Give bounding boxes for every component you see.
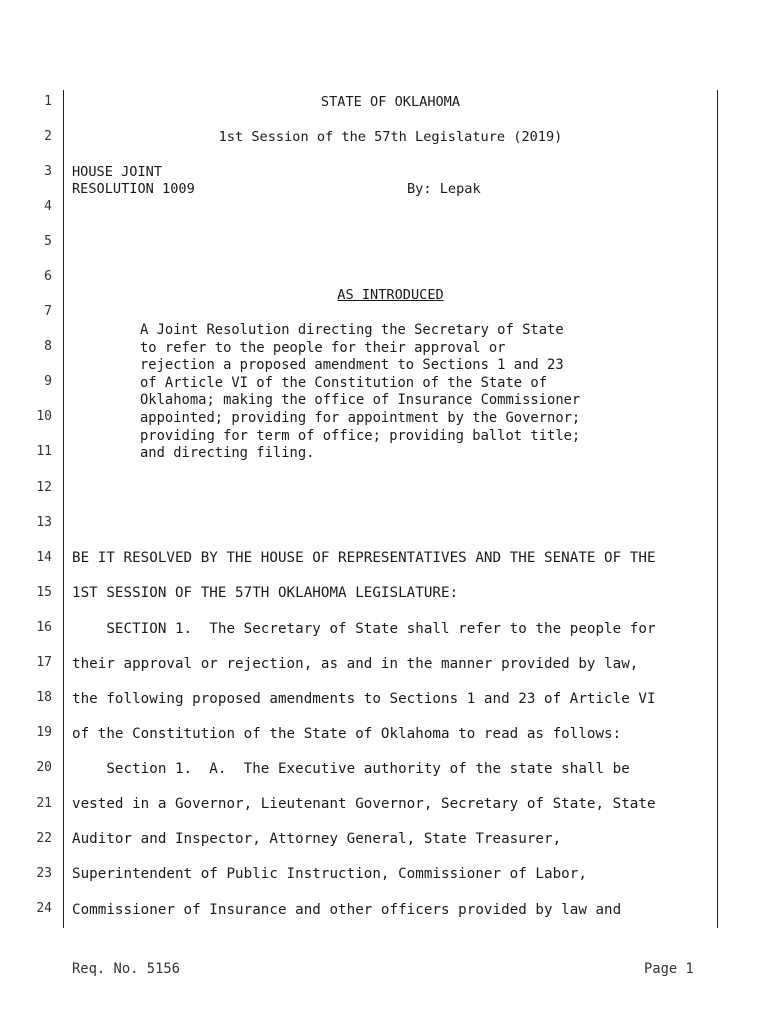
right-margin-rule xyxy=(717,90,718,928)
line-number: 17 xyxy=(36,655,52,670)
line-number: 16 xyxy=(36,620,52,635)
line-number: 6 xyxy=(44,269,52,284)
body-line: their approval or rejection, as and in the manner provided by law, xyxy=(72,656,639,672)
line-number: 10 xyxy=(36,409,52,424)
line-number: 24 xyxy=(36,901,52,916)
line-number: 22 xyxy=(36,831,52,846)
line-number: 2 xyxy=(44,129,52,144)
body-line: 1ST SESSION OF THE 57TH OKLAHOMA LEGISLATURE: xyxy=(72,585,459,601)
abstract-line: and directing filing. xyxy=(140,445,315,461)
body-line: Commissioner of Insurance and other officers provided by law and xyxy=(72,902,622,918)
abstract-line: appointed; providing for appointment by the Governor; xyxy=(140,410,581,426)
line-number: 18 xyxy=(36,690,52,705)
line-number: 8 xyxy=(44,339,52,354)
line-number: 13 xyxy=(36,515,52,530)
request-number: Req. No. 5156 xyxy=(72,961,180,977)
abstract-line: rejection a proposed amendment to Sections 1 and 23 xyxy=(140,357,564,373)
line-number: 20 xyxy=(36,760,52,775)
abstract-line: Oklahoma; making the office of Insurance Commissioner xyxy=(140,392,581,408)
abstract-line: of Article VI of the Constitution of the State of xyxy=(140,375,548,391)
left-margin-rule xyxy=(63,90,64,928)
measure-type: HOUSE JOINT xyxy=(72,164,163,180)
body-line: BE IT RESOLVED BY THE HOUSE OF REPRESENTATIVES AND THE SENATE OF THE xyxy=(72,550,656,566)
line-number: 19 xyxy=(36,725,52,740)
body-line: SECTION 1. The Secretary of State shall refer to the people for xyxy=(72,621,656,637)
line-number: 23 xyxy=(36,866,52,881)
line-number: 11 xyxy=(36,444,52,459)
line-number: 5 xyxy=(44,234,52,249)
line-number: 3 xyxy=(44,164,52,179)
line-number: 12 xyxy=(36,480,52,495)
line-number: 21 xyxy=(36,796,52,811)
measure-number: RESOLUTION 1009 xyxy=(72,181,195,197)
body-line: Auditor and Inspector, Attorney General, State Treasurer, xyxy=(72,831,562,847)
line-number: 15 xyxy=(36,585,52,600)
line-number: 7 xyxy=(44,304,52,319)
body-line: vested in a Governor, Lieutenant Governor, Secretary of State, State xyxy=(72,796,656,812)
body-line: Superintendent of Public Instruction, Commissioner of Labor, xyxy=(72,866,587,882)
abstract-line: A Joint Resolution directing the Secretary of State xyxy=(140,322,564,338)
line-number: 9 xyxy=(44,374,52,389)
body-line: Section 1. A. The Executive authority of the state shall be xyxy=(72,761,630,777)
line-number: 1 xyxy=(44,94,52,109)
author-line: By: Lepak xyxy=(407,181,481,197)
abstract-line: providing for term of office; providing ballot title; xyxy=(140,428,581,444)
abstract-line: to refer to the people for their approval or xyxy=(140,340,506,356)
page-number: Page 1 xyxy=(644,961,694,977)
state-heading: STATE OF OKLAHOMA xyxy=(320,94,461,110)
body-line: of the Constitution of the State of Oklahoma to read as follows: xyxy=(72,726,622,742)
session-heading: 1st Session of the 57th Legislature (2019) xyxy=(218,129,563,145)
line-number: 14 xyxy=(36,550,52,565)
body-line: the following proposed amendments to Sections 1 and 23 of Article VI xyxy=(72,691,656,707)
line-number: 4 xyxy=(44,199,52,214)
status-heading: AS INTRODUCED xyxy=(337,287,444,303)
